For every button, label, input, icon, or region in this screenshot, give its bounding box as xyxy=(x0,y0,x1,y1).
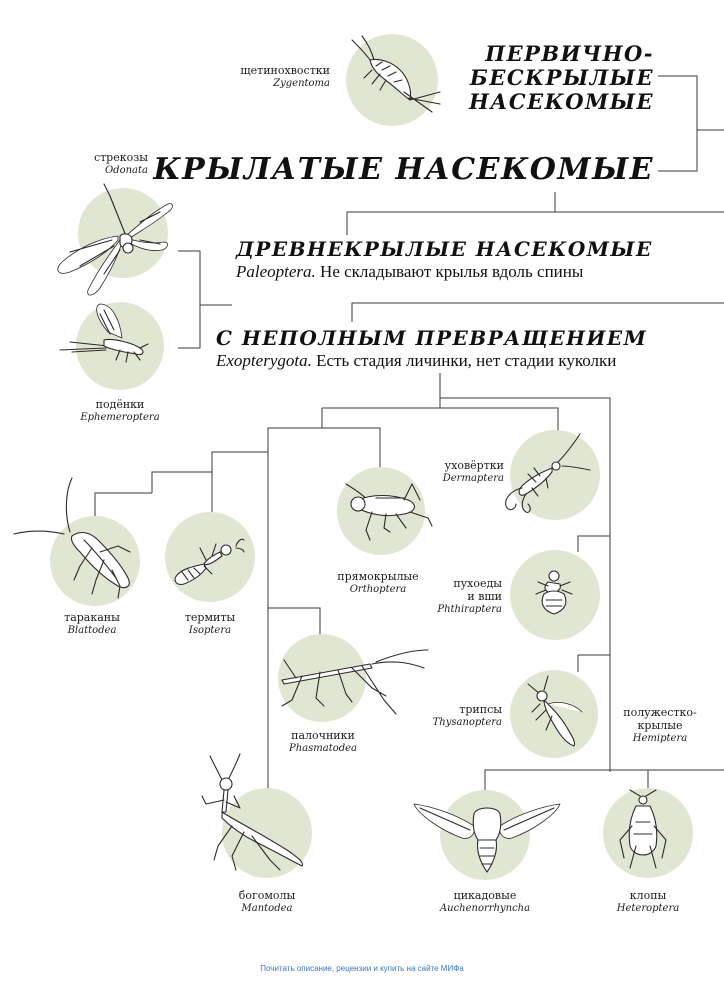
dermaptera-latin: Dermaptera xyxy=(442,473,504,484)
label-hemiptera xyxy=(610,706,710,745)
heading-apterygota-line-1: ПЕРВИЧНО- xyxy=(485,41,654,66)
termite-icon xyxy=(175,539,244,584)
label-blattodea xyxy=(42,611,142,637)
phthiraptera-latin: Phthiraptera xyxy=(437,604,502,615)
heading-exopterygota: С НЕПОЛНЫМ ПРЕВРАЩЕНИЕМ xyxy=(216,326,648,350)
bug-icon xyxy=(620,790,666,868)
zygentoma-latin: Zygentoma xyxy=(273,78,330,89)
label-phasmatodea xyxy=(268,729,378,755)
label-ephemeroptera xyxy=(60,398,180,424)
isoptera-latin: Isoptera xyxy=(188,625,232,636)
odonata-latin: Odonata xyxy=(104,165,148,176)
heading-paleoptera: ДРЕВНЕКРЫЛЫЕ НАСЕКОМЫЕ xyxy=(236,237,653,261)
thysanoptera-name: трипсы xyxy=(459,703,502,716)
label-phthiraptera xyxy=(402,577,502,616)
phthiraptera-name-1: пухоеды xyxy=(453,577,502,590)
label-zygentoma xyxy=(190,64,330,90)
heading-apterygota-line-3: НАСЕКОМЫЕ xyxy=(468,89,654,114)
mantis-icon xyxy=(202,754,302,870)
phasmatodea-name: палочники xyxy=(291,729,355,742)
grasshopper-icon xyxy=(346,484,432,540)
paleoptera-latin: Paleoptera. xyxy=(236,262,316,281)
cicada-icon xyxy=(414,804,560,872)
blattodea-name: тараканы xyxy=(64,611,120,624)
louse-icon xyxy=(536,571,572,614)
auchenorrhyncha-latin: Auchenorrhyncha xyxy=(439,903,531,914)
hemiptera-latin: Hemiptera xyxy=(632,733,688,744)
label-dermaptera xyxy=(404,459,504,485)
paleoptera-desc: Не складывают крылья вдоль спины xyxy=(320,262,584,281)
footer-book-link[interactable]: Почитать описание, рецензии и купить на сайте МИФа xyxy=(260,964,464,973)
isoptera-name: термиты xyxy=(184,611,236,624)
label-heteroptera xyxy=(598,889,698,915)
zygentoma-name: щетинохвостки xyxy=(240,64,330,77)
label-isoptera xyxy=(160,611,260,637)
heading-apterygota-line-2: БЕСКРЫЛЫЕ xyxy=(469,65,654,90)
auchenorrhyncha-name: цикадовые xyxy=(453,889,517,902)
label-odonata xyxy=(28,151,148,177)
heading-winged-insects: КРЫЛАТЫЕ НАСЕКОМЫЕ xyxy=(153,152,654,187)
label-mantodea xyxy=(212,889,322,915)
label-thysanoptera xyxy=(402,703,502,729)
cockroach-icon xyxy=(14,478,130,598)
label-auchenorrhyncha xyxy=(425,889,545,915)
heteroptera-latin: Heteroptera xyxy=(616,903,680,914)
hemiptera-name-2: крылые xyxy=(637,719,683,732)
heteroptera-name: клопы xyxy=(629,889,667,902)
silverfish-icon xyxy=(352,36,440,112)
phthiraptera-name-2: и вши xyxy=(467,590,502,603)
ephemeroptera-name: подёнки xyxy=(95,398,145,411)
exopterygota-desc: Есть стадия личинки, нет стадии куколки xyxy=(316,351,617,370)
hemiptera-name-1: полужестко- xyxy=(623,706,697,719)
ephemeroptera-latin: Ephemeroptera xyxy=(80,412,160,423)
mantodea-latin: Mantodea xyxy=(241,903,293,914)
orthoptera-latin: Orthoptera xyxy=(349,584,407,595)
odonata-name: стрекозы xyxy=(93,151,148,164)
phasmatodea-latin: Phasmatodea xyxy=(288,743,358,754)
thysanoptera-latin: Thysanoptera xyxy=(432,717,502,728)
orthoptera-name: прямокрылые xyxy=(337,570,419,583)
dermaptera-name: уховёртки xyxy=(444,459,504,472)
dragonfly-icon xyxy=(58,184,173,295)
earwig-icon xyxy=(506,434,590,512)
mayfly-icon xyxy=(60,304,148,362)
mantodea-name: богомолы xyxy=(238,889,296,902)
exopterygota-latin: Exopterygota. xyxy=(216,351,312,370)
thrips-icon xyxy=(528,676,582,746)
blattodea-latin: Blattodea xyxy=(67,625,117,636)
